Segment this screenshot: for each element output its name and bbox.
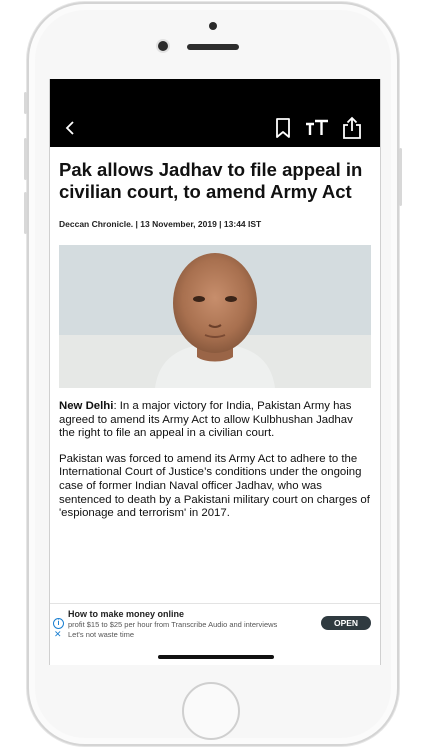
article-byline: Deccan Chronicle. | 13 November, 2019 | 13:44 IST	[59, 219, 262, 229]
power-button	[399, 148, 402, 206]
info-icon[interactable]: i	[53, 618, 64, 629]
chevron-left-icon[interactable]	[60, 117, 80, 139]
ad-description: profit $15 to $25 per hour from Transcribe Audio and interviews Let's not waste time	[68, 620, 278, 639]
volume-down-button	[24, 192, 27, 234]
proximity-sensor	[209, 22, 217, 30]
screen	[49, 79, 381, 665]
bookmark-icon[interactable]	[272, 117, 294, 139]
article-paragraph: Pakistan was forced to amend its Army Act to adhere to the International Court of Justice’s conditions under the ongoing case of former Indian Naval officer Jadhav, who was sentenced to death by a Pakistani military court on charges of 'espionage and terrorism' in 2017.	[59, 452, 370, 520]
article-toolbar	[50, 79, 380, 147]
paragraph-body: : In a major victory for India, Pakistan Army has agreed to amend its Army Act to allow Kulbhushan Jadhav the right to file an appeal in a civilian court.	[59, 400, 353, 440]
text-size-icon[interactable]	[304, 117, 330, 139]
close-icon[interactable]: ✕	[54, 629, 62, 639]
home-button[interactable]	[182, 682, 240, 740]
earpiece-speaker	[187, 44, 239, 50]
article-paragraph	[59, 400, 371, 441]
ad-banner[interactable]	[50, 603, 380, 644]
dateline: New Delhi	[59, 400, 114, 412]
article-photo	[59, 245, 371, 388]
home-indicator	[158, 655, 274, 659]
front-camera	[158, 41, 168, 51]
silent-switch	[24, 92, 27, 114]
ad-open-button[interactable]: OPEN	[321, 616, 371, 630]
share-icon[interactable]	[340, 117, 364, 139]
volume-up-button	[24, 138, 27, 180]
article-headline: Pak allows Jadhav to file appeal in civilian court, to amend Army Act	[59, 159, 363, 202]
article-body	[59, 159, 371, 532]
ad-title[interactable]: How to make money online	[68, 609, 185, 619]
